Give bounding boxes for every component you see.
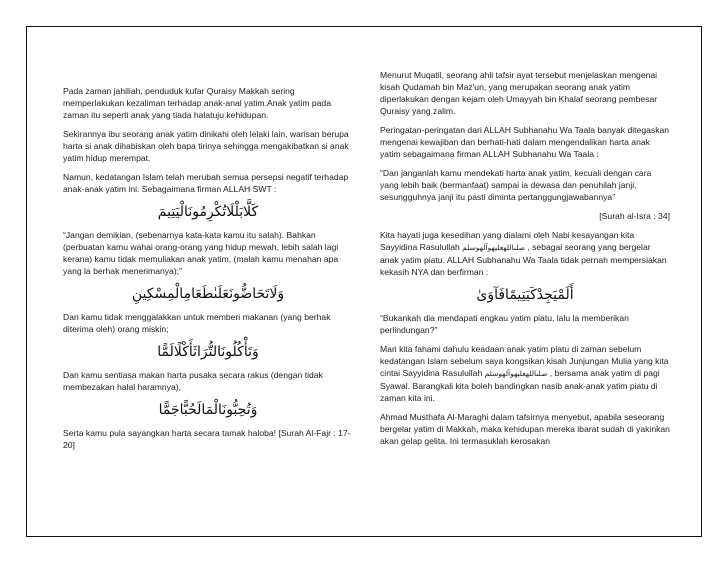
paragraph: Dan kamu tidak menggalakkan untuk memberi makanan (yang berhak diterima oleh) orang miskin; [63, 312, 331, 334]
arabic-verse: كَلَّابَلْلَاتُكْرِمُونَالْيَتِيمَ [157, 204, 259, 220]
left-column [63, 85, 353, 458]
paragraph: Ahmad Musthafa Al-Maraghi dalam tafsirnya menyebut, apabila seseorang bergelar yatim di Makkah, maka kehidupan mereka ibarat sudah di yakinkan akan gelap gelita. Ini termasuklah kerosakan [380, 412, 670, 446]
paragraph [380, 229, 670, 278]
text: Kita hayati juga kesedihan yang dialami oleh Nabi kesayangan kita Sayyidina Rasulullah [380, 230, 635, 252]
paragraph [380, 343, 670, 404]
paragraph: Menurut Muqatil, seorang ahli tafsir ayat tersebut menjelaskan mengenai kisah Qudamah bin Maz'un, yang merupakan seorang anak yatim diperlakukan dengan kejam oleh Umayyah bin Khalaf seorang pembesar Quraisy yang zalim. [380, 70, 658, 116]
honorific-text: صلىاللهعليهوآلهوسلم [462, 243, 525, 252]
right-column [380, 69, 670, 454]
text: , sebagai seorang yang bergelar anak yatim piatu. ALLAH Subhanahu Wa Taala tidak pernah mempersiakan kekasih NYA dan berfirman : [380, 242, 667, 277]
paragraph: Sekirannya ibu seorang anak yatim dinikahi oleh lelaki lain, warisan berupa harta si anak dihabiskan oleh bapa tirinya sehingga mengakibatkan si anak yatim hidup merempat. [63, 129, 349, 163]
paragraph: Dan kamu sentiasa makan harta pusaka secara rakus (dengan tidak membezakan halal haramnya), [63, 370, 323, 392]
arabic-verse: وَتَأْكُلُونَالتُّرَاثَأَكْلًالَمًّا [157, 344, 259, 360]
paragraph: Pada zaman jahiliah, penduduk kufar Quraisy Makkah sering memperlakukan kezaliman terhadap anak-anal yatim.Anak yatim pada zaman itu seperti anak yang tiada halatuju kehidupan. [63, 86, 331, 120]
arabic-verse: وَلَاتَحَاضُّونَعَلَىٰطَعَامِالْمِسْكِينِ [131, 286, 285, 302]
text: , bersama anak yatim di pagi Syawal. Barangkali kita boleh bandingkan nasib anak-anak yatim piatu di zaman kita ini. [380, 368, 660, 403]
paragraph: “Bukankah dia mendapati engkau yatim piatu, lalu la memberikan perlindungan?” [380, 313, 629, 335]
paragraph: “Jangan demikian, (sebenarnya kata-kata kamu itu salah). Bahkan (perbuatan kamu wahai orang-orang yang hidup mewah, lebih salah lagi kerana) kamu tidak memuliakan anak yatim, (malah kamu menahan apa yang la berhak menerimanya);” [63, 230, 339, 276]
text: Mari kita fahami dahulu keadaan anak yatim piatu di zaman sebelum kedatangan Islam sebelum saya kongsikan kisah Junjungan Mulia yang kita cintai Sayyidina Rasulullah [380, 344, 669, 378]
citation: [Surah al-Isra : 34] [599, 211, 670, 221]
arabic-verse: أَلَمْيَجِدْكَيَتِيمًافَآوَىٰ [476, 287, 574, 303]
paragraph: Serta kamu pula sayangkan harta secara tamak haloba! [Surah Al-Fajr : 17-20] [63, 428, 351, 450]
paragraph: “Dan janganlah kamu mendekati harta anak yatim, kecuali dengan cara yang lebih baik (bermanfaat) sampai ia dewasa dan penuhilah janji, sesungguhnya janji itu pasti diminta pertanggungjawabannya” [380, 168, 652, 202]
paragraph: Peringatan-peringatan dari ALLAH Subhanahu Wa Taala banyak ditegaskan mengenai kewajiban dan berhati-hati dalam mengendalikan harta anak yatim sebagaimana firman ALLAH Subhanahu Wa Taala : [380, 125, 670, 159]
document-page [26, 26, 702, 537]
arabic-verse: وَتُحِبُّونَالْمَالَحُبًّاجَمًّا [158, 402, 258, 418]
honorific-text: صلىاللهعليهوآلهوسلم [484, 369, 548, 378]
paragraph: Namun, kedatangan Islam telah merubah semua persepsi negatif terhadap anak-anak yatim ini. Sebagaimana firman ALLAH SWT : [63, 172, 349, 194]
